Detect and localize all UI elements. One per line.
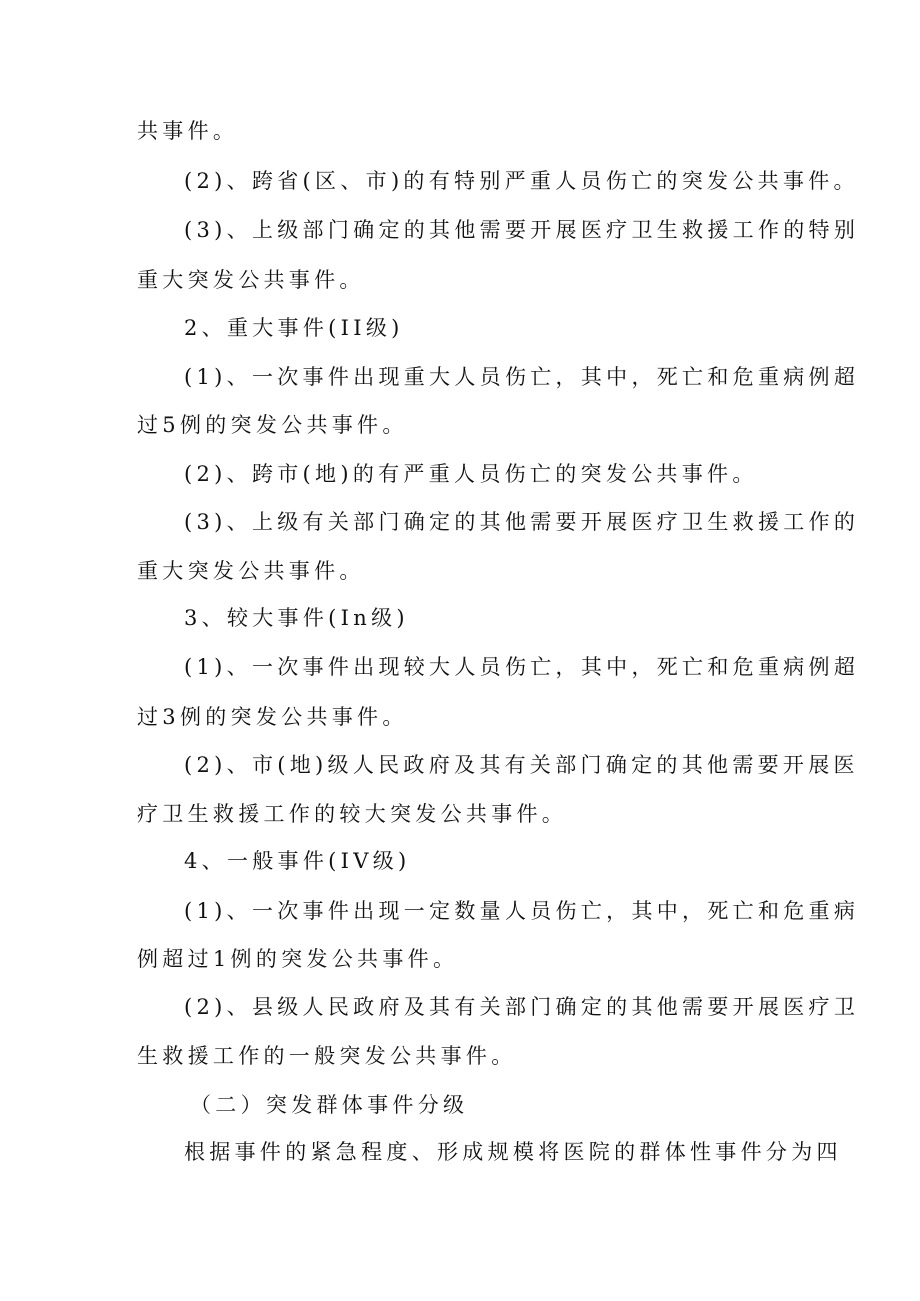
text-line: (1)、一次事件出现一定数量人员伤亡，其中，死亡和危重病	[184, 899, 860, 923]
text-line: (2)、跨省(区、市)的有特别严重人员伤亡的突发公共事件。	[184, 169, 859, 193]
text-line: (2)、跨市(地)的有严重人员伤亡的突发公共事件。	[184, 462, 758, 486]
text-line: 重大突发公共事件。	[137, 268, 365, 292]
text-line: 过3例的突发公共事件。	[137, 705, 408, 729]
section-heading: （二）突发群体事件分级	[190, 1093, 469, 1117]
text-line: (2)、市(地)级人民政府及其有关部门确定的其他需要开展医	[184, 753, 859, 777]
text-line: (1)、一次事件出现重大人员伤亡，其中，死亡和危重病例超	[184, 365, 860, 389]
section-heading: 3、较大事件(In级)	[184, 606, 409, 630]
text-line: 根据事件的紧急程度、形成规模将医院的群体性事件分为四	[184, 1140, 842, 1164]
text-line: 例超过1例的突发公共事件。	[137, 947, 459, 971]
section-heading: 4、一般事件(IV级)	[184, 849, 411, 873]
text-line: 重大突发公共事件。	[137, 559, 365, 583]
text-line: 过5例的突发公共事件。	[137, 413, 408, 437]
text-line: (3)、上级有关部门确定的其他需要开展医疗卫生救援工作的	[184, 510, 860, 534]
text-line: 生救援工作的一般突发公共事件。	[137, 1044, 517, 1068]
text-line: 共事件。	[137, 119, 239, 143]
section-heading: 2、重大事件(II级)	[184, 316, 404, 340]
text-line: 疗卫生救援工作的较大突发公共事件。	[137, 802, 568, 826]
text-line: (3)、上级部门确定的其他需要开展医疗卫生救援工作的特别	[184, 218, 860, 242]
text-line: (1)、一次事件出现较大人员伤亡，其中，死亡和危重病例超	[184, 655, 860, 679]
text-line: (2)、县级人民政府及其有关部门确定的其他需要开展医疗卫	[184, 995, 860, 1019]
